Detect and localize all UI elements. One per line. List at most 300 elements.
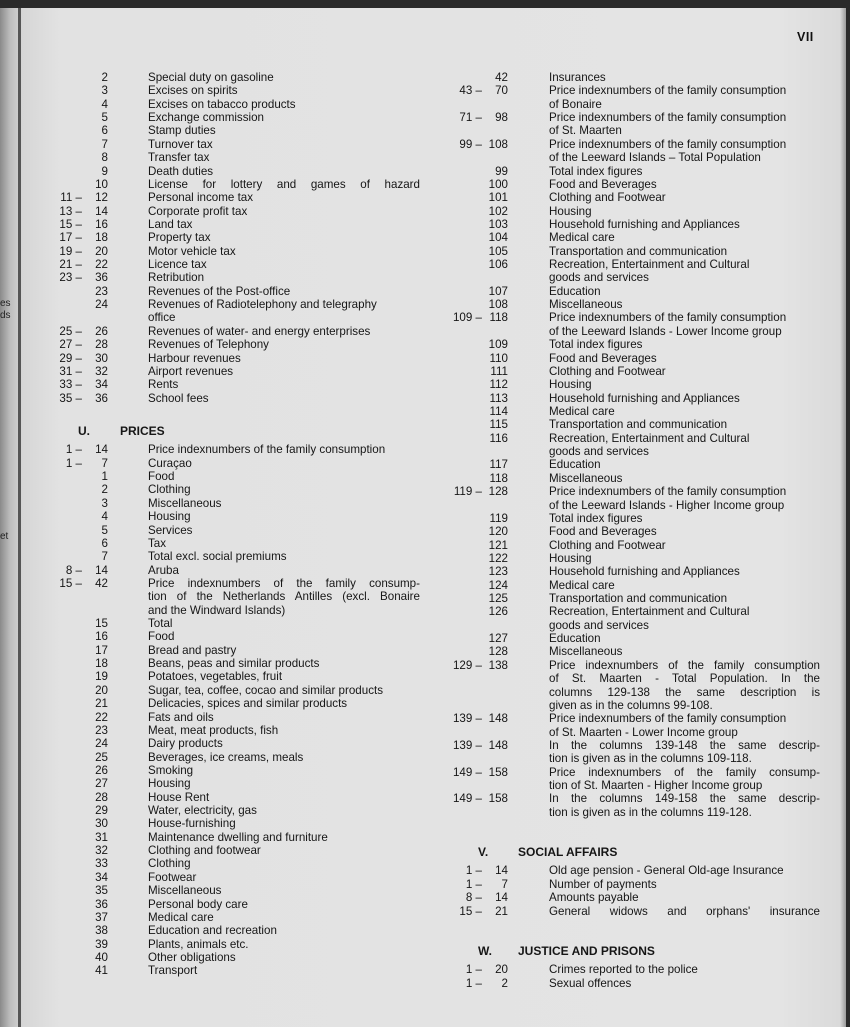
column-range — [440, 712, 508, 739]
range-start: 119 – — [453, 485, 482, 499]
entry-description — [148, 443, 420, 456]
description-line: Recreation, Entertainment and Cultural — [549, 258, 750, 272]
description-line: Miscellaneous — [549, 471, 623, 485]
range-end: 14 — [95, 204, 108, 218]
range-end: 30 — [95, 351, 108, 365]
column-range — [40, 964, 108, 977]
range-start: 71 – — [459, 111, 482, 125]
entry-description — [549, 632, 820, 645]
description-line: Delicacies, spices and similar products — [148, 697, 348, 711]
table-entry — [40, 804, 420, 817]
column-range — [40, 871, 108, 884]
table-entry — [440, 963, 820, 976]
column-range — [440, 405, 508, 418]
table-entry — [40, 338, 420, 351]
column-range — [40, 111, 108, 124]
column-range — [40, 817, 108, 830]
table-entry — [40, 564, 420, 577]
entry-description — [148, 218, 420, 231]
table-entry — [40, 378, 420, 391]
description-line: Personal body care — [148, 897, 248, 911]
column-range — [440, 245, 508, 258]
entry-description — [549, 878, 820, 891]
column-range — [440, 659, 508, 712]
entry-description — [549, 766, 820, 793]
range-end: 103 — [488, 217, 508, 231]
range-end: 5 — [101, 523, 108, 537]
entry-description — [148, 124, 420, 137]
table-entry — [40, 524, 420, 537]
table-entry — [40, 831, 420, 844]
range-end: 138 — [488, 658, 508, 672]
description-line: Food — [148, 470, 175, 484]
table-entry — [40, 857, 420, 870]
table-entry — [440, 245, 820, 258]
range-end: 9 — [101, 164, 108, 178]
range-end: 2 — [501, 976, 508, 990]
range-end: 126 — [488, 605, 508, 619]
column-range — [40, 751, 108, 764]
column-range — [440, 432, 508, 459]
entry-description — [549, 739, 820, 766]
description-line: Personal income tax — [148, 191, 254, 205]
range-start: 15 – — [459, 904, 482, 918]
range-start: 25 – — [59, 324, 82, 338]
table-entry — [40, 231, 420, 244]
column-range — [40, 178, 108, 191]
description-line: Special duty on gasoline — [148, 71, 274, 84]
range-end: 7 — [101, 456, 108, 470]
entry-description — [549, 891, 820, 904]
table-entry — [440, 712, 820, 739]
column-range — [40, 777, 108, 790]
range-end: 34 — [95, 378, 108, 392]
column-range — [40, 98, 108, 111]
column-range — [40, 271, 108, 284]
entry-description — [549, 84, 820, 111]
entry-description — [549, 485, 820, 512]
column-range — [440, 458, 508, 471]
range-end: 112 — [489, 378, 508, 392]
edge-fragment: et — [0, 531, 9, 542]
column-range — [40, 684, 108, 697]
range-end: 24 — [95, 298, 108, 312]
range-end: 33 — [95, 857, 108, 871]
entry-description — [148, 178, 420, 191]
table-entry — [440, 458, 820, 471]
table-entry — [440, 138, 820, 165]
range-end: 10 — [95, 177, 108, 191]
description-line: House-furnishing — [148, 817, 236, 831]
section-title: SOCIAL AFFAIRS — [518, 845, 618, 860]
table-entry — [40, 964, 420, 977]
column-range — [40, 697, 108, 710]
table-entry — [40, 98, 420, 111]
table-entry — [40, 165, 420, 178]
column-range — [440, 111, 508, 138]
column-range — [440, 165, 508, 178]
description-line: Price indexnumbers of the family consumption — [549, 111, 787, 125]
description-line: Recreation, Entertainment and Cultural — [549, 605, 750, 619]
entry-description — [148, 338, 420, 351]
entry-description — [148, 378, 420, 391]
table-entry — [440, 231, 820, 244]
range-start: 139 – — [452, 712, 482, 726]
entry-description — [148, 98, 420, 111]
description-line: Insurances — [549, 71, 606, 84]
column-range — [40, 884, 108, 897]
range-start: 15 – — [59, 217, 82, 231]
range-end: 21 — [95, 697, 108, 711]
description-line: Medical care — [549, 404, 615, 418]
table-entry — [440, 205, 820, 218]
entry-description — [148, 245, 420, 258]
range-end: 3 — [101, 496, 108, 510]
range-end: 24 — [95, 737, 108, 751]
entry-description — [549, 659, 820, 712]
table-entry — [440, 659, 820, 712]
description-line: Revenues of Radiotelephony and telegraphy — [148, 298, 377, 312]
entry-description — [148, 325, 420, 338]
range-end: 28 — [95, 338, 108, 352]
column-range — [440, 864, 508, 877]
range-end: 118 — [489, 311, 508, 325]
description-line: tion is given as in the columns 119-128. — [549, 805, 752, 819]
table-entry — [440, 432, 820, 459]
description-line: Property tax — [148, 231, 211, 245]
table-entry — [40, 670, 420, 683]
range-start: 15 – — [59, 576, 82, 590]
description-line: School fees — [148, 391, 209, 405]
edge-fragment: es — [0, 298, 11, 309]
description-line: Miscellaneous — [549, 645, 623, 659]
table-entry — [40, 764, 420, 777]
table-entry — [40, 550, 420, 563]
range-end: 8 — [101, 151, 108, 165]
column-range — [40, 285, 108, 298]
description-line: Medical care — [549, 231, 615, 245]
table-entry — [40, 470, 420, 483]
column-range — [40, 951, 108, 964]
entry-description — [549, 432, 820, 459]
entry-description — [148, 365, 420, 378]
description-line: tion of the Netherlands Antilles (excl. Bonaire — [148, 590, 420, 604]
description-line: Retribution — [148, 271, 205, 285]
range-end: 158 — [488, 792, 508, 806]
description-line: Food and Beverages — [549, 351, 657, 365]
table-entry — [40, 617, 420, 630]
description-line: Bread and pastry — [148, 643, 237, 657]
range-end: 30 — [95, 817, 108, 831]
table-entry — [440, 258, 820, 285]
description-line: of the Leeward Islands - Lower Income group — [549, 324, 782, 338]
column-range — [440, 365, 508, 378]
table-entry — [40, 271, 420, 284]
column-range — [40, 844, 108, 857]
description-line: Beverages, ice creams, meals — [148, 750, 304, 764]
table-entry — [40, 298, 420, 325]
range-start: 1 – — [65, 456, 82, 470]
table-entry — [440, 285, 820, 298]
range-end: 15 — [95, 617, 108, 631]
table-entry — [440, 766, 820, 793]
column-range — [440, 418, 508, 431]
table-entry — [40, 443, 420, 456]
column-range — [40, 670, 108, 683]
description-line: Old age pension - General Old-age Insurance — [549, 864, 784, 878]
description-line: Rents — [148, 378, 179, 392]
column-range — [40, 245, 108, 258]
description-line: Aruba — [148, 563, 179, 577]
column-range — [40, 857, 108, 870]
range-start: 31 – — [59, 364, 82, 378]
column-range — [40, 804, 108, 817]
column-range — [40, 711, 108, 724]
column-range — [440, 539, 508, 552]
column-range — [440, 138, 508, 165]
description-line: Clothing and Footwear — [549, 364, 666, 378]
description-line: Transportation and communication — [549, 244, 728, 258]
column-range — [440, 512, 508, 525]
table-entry — [40, 924, 420, 937]
table-entry — [40, 457, 420, 470]
left-column — [40, 71, 420, 978]
table-entry — [440, 565, 820, 578]
range-end: 98 — [495, 111, 508, 125]
description-line: Price indexnumbers of the family consumption — [549, 658, 820, 672]
column-range — [440, 963, 508, 976]
entry-description — [549, 712, 820, 739]
range-end: 32 — [95, 844, 108, 858]
entry-description — [148, 470, 420, 483]
description-line: Price indexnumbers of the family consumption — [148, 443, 386, 457]
description-line: Curaçao — [148, 456, 192, 470]
range-end: 113 — [489, 391, 508, 405]
range-end: 5 — [101, 111, 108, 125]
table-entry — [440, 645, 820, 658]
entry-description — [148, 791, 420, 804]
entry-description — [148, 697, 420, 710]
range-end: 38 — [95, 924, 108, 938]
entry-description — [148, 751, 420, 764]
range-end: 114 — [489, 404, 508, 418]
description-line: Clothing — [148, 857, 191, 871]
table-entry — [440, 178, 820, 191]
table-entry — [40, 711, 420, 724]
description-line: Excises on spirits — [148, 84, 238, 98]
entry-description — [549, 245, 820, 258]
range-end: 3 — [101, 84, 108, 98]
description-line: Housing — [549, 204, 592, 218]
description-line: House Rent — [148, 790, 210, 804]
description-line: Household furnishing and Appliances — [549, 217, 740, 231]
range-end: 14 — [95, 563, 108, 577]
description-line: Transfer tax — [148, 151, 210, 165]
description-line: Clothing and footwear — [148, 844, 261, 858]
description-line: In the columns 149-158 the same descrip- — [549, 792, 820, 806]
entry-description — [549, 352, 820, 365]
range-end: 121 — [488, 538, 508, 552]
column-range — [40, 165, 108, 178]
range-end: 6 — [101, 536, 108, 550]
description-line: Price indexnumbers of the family consumption — [549, 485, 787, 499]
entry-description — [549, 905, 820, 918]
entry-description — [148, 537, 420, 550]
description-line: tion of St. Maarten - Higher Income group — [549, 779, 763, 793]
table-entry — [440, 579, 820, 592]
table-entry — [40, 218, 420, 231]
entry-description — [148, 644, 420, 657]
column-range — [40, 191, 108, 204]
description-line: Meat, meat products, fish — [148, 723, 279, 737]
column-range — [40, 630, 108, 643]
description-line: Potatoes, vegetables, fruit — [148, 670, 283, 684]
document-page — [0, 8, 846, 1027]
column-range — [40, 392, 108, 405]
table-entry — [40, 898, 420, 911]
column-range — [40, 524, 108, 537]
entry-description — [148, 871, 420, 884]
description-line: of St. Maarten - Total Population. In the — [549, 672, 820, 686]
description-line: License for lottery and games of hazard — [148, 177, 420, 191]
table-entry — [40, 497, 420, 510]
range-end: 19 — [95, 670, 108, 684]
table-entry — [440, 378, 820, 391]
column-range — [40, 378, 108, 391]
range-start: 33 – — [59, 378, 82, 392]
description-line: In the columns 139-148 the same descrip- — [549, 738, 820, 752]
description-line: Licence tax — [148, 258, 207, 272]
table-entry — [40, 791, 420, 804]
section-heading — [440, 846, 820, 859]
table-entry — [440, 84, 820, 111]
range-start: 109 – — [452, 311, 482, 325]
range-end: 35 — [95, 884, 108, 898]
entry-description — [148, 938, 420, 951]
description-line: Dairy products — [148, 737, 223, 751]
entry-description — [148, 764, 420, 777]
column-range — [40, 831, 108, 844]
column-range — [440, 472, 508, 485]
range-end: 101 — [488, 191, 508, 205]
range-end: 4 — [101, 510, 108, 524]
range-start: 1 – — [465, 877, 482, 891]
range-end: 40 — [95, 951, 108, 964]
description-line: Transportation and communication — [549, 592, 728, 606]
range-end: 22 — [95, 710, 108, 724]
range-start: 1 – — [465, 864, 482, 878]
entry-description — [148, 352, 420, 365]
table-entry — [440, 739, 820, 766]
entry-description — [549, 539, 820, 552]
column-range — [440, 891, 508, 904]
description-line: Household furnishing and Appliances — [549, 565, 740, 579]
range-end: 34 — [95, 870, 108, 884]
description-line: of St. Maarten — [549, 124, 622, 138]
range-end: 12 — [95, 191, 108, 205]
description-line: Price indexnumbers of the family consump- — [549, 765, 820, 779]
range-start: 21 – — [59, 258, 82, 272]
description-line: Other obligations — [148, 951, 236, 964]
range-end: 124 — [488, 578, 508, 592]
entry-description — [148, 831, 420, 844]
column-range — [40, 938, 108, 951]
table-entry — [40, 84, 420, 97]
table-entry — [40, 285, 420, 298]
range-end: 26 — [95, 324, 108, 338]
table-entry — [440, 71, 820, 84]
column-range — [440, 191, 508, 204]
column-range — [40, 457, 108, 470]
entry-description — [549, 963, 820, 976]
table-entry — [440, 165, 820, 178]
description-line: goods and services — [549, 618, 649, 632]
entry-description — [549, 138, 820, 165]
column-range — [440, 485, 508, 512]
range-end: 17 — [95, 643, 108, 657]
range-end: 20 — [95, 683, 108, 697]
table-entry — [440, 472, 820, 485]
range-start: 8 – — [465, 891, 482, 905]
range-end: 119 — [489, 511, 508, 525]
description-line: Housing — [148, 777, 191, 791]
entry-description — [148, 924, 420, 937]
description-line: Sugar, tea, coffee, cocao and similar products — [148, 683, 384, 697]
entry-description — [148, 804, 420, 817]
entry-description — [148, 724, 420, 737]
entry-description — [148, 483, 420, 496]
description-line: Total excl. social premiums — [148, 550, 287, 564]
column-range — [440, 285, 508, 298]
entry-description — [148, 898, 420, 911]
range-end: 14 — [495, 864, 508, 878]
range-end: 158 — [488, 765, 508, 779]
range-end: 26 — [95, 763, 108, 777]
description-line: Sexual offences — [549, 976, 632, 990]
description-line: Land tax — [148, 217, 193, 231]
column-range — [40, 84, 108, 97]
table-entry — [40, 510, 420, 523]
entry-description — [549, 311, 820, 338]
table-entry — [40, 777, 420, 790]
description-line: Price indexnumbers of the family consumption — [549, 311, 787, 325]
entry-description — [148, 457, 420, 470]
description-line: Transport — [148, 964, 198, 978]
range-end: 148 — [488, 712, 508, 726]
table-entry — [440, 864, 820, 877]
range-end: 125 — [488, 592, 508, 606]
description-line: Food and Beverages — [549, 177, 657, 191]
description-line: Amounts payable — [549, 891, 639, 905]
range-end: 18 — [95, 231, 108, 245]
entry-description — [549, 977, 820, 990]
description-line: Tax — [148, 536, 167, 550]
column-range — [440, 392, 508, 405]
range-end: 128 — [488, 645, 508, 659]
entry-description — [148, 857, 420, 870]
range-end: 36 — [95, 391, 108, 405]
range-end: 14 — [495, 891, 508, 905]
column-range — [440, 605, 508, 632]
table-entry — [40, 258, 420, 271]
column-range — [40, 443, 108, 456]
range-end: 115 — [489, 418, 508, 432]
column-range — [440, 579, 508, 592]
column-range — [40, 151, 108, 164]
column-range — [40, 365, 108, 378]
entry-description — [549, 579, 820, 592]
column-range — [440, 739, 508, 766]
